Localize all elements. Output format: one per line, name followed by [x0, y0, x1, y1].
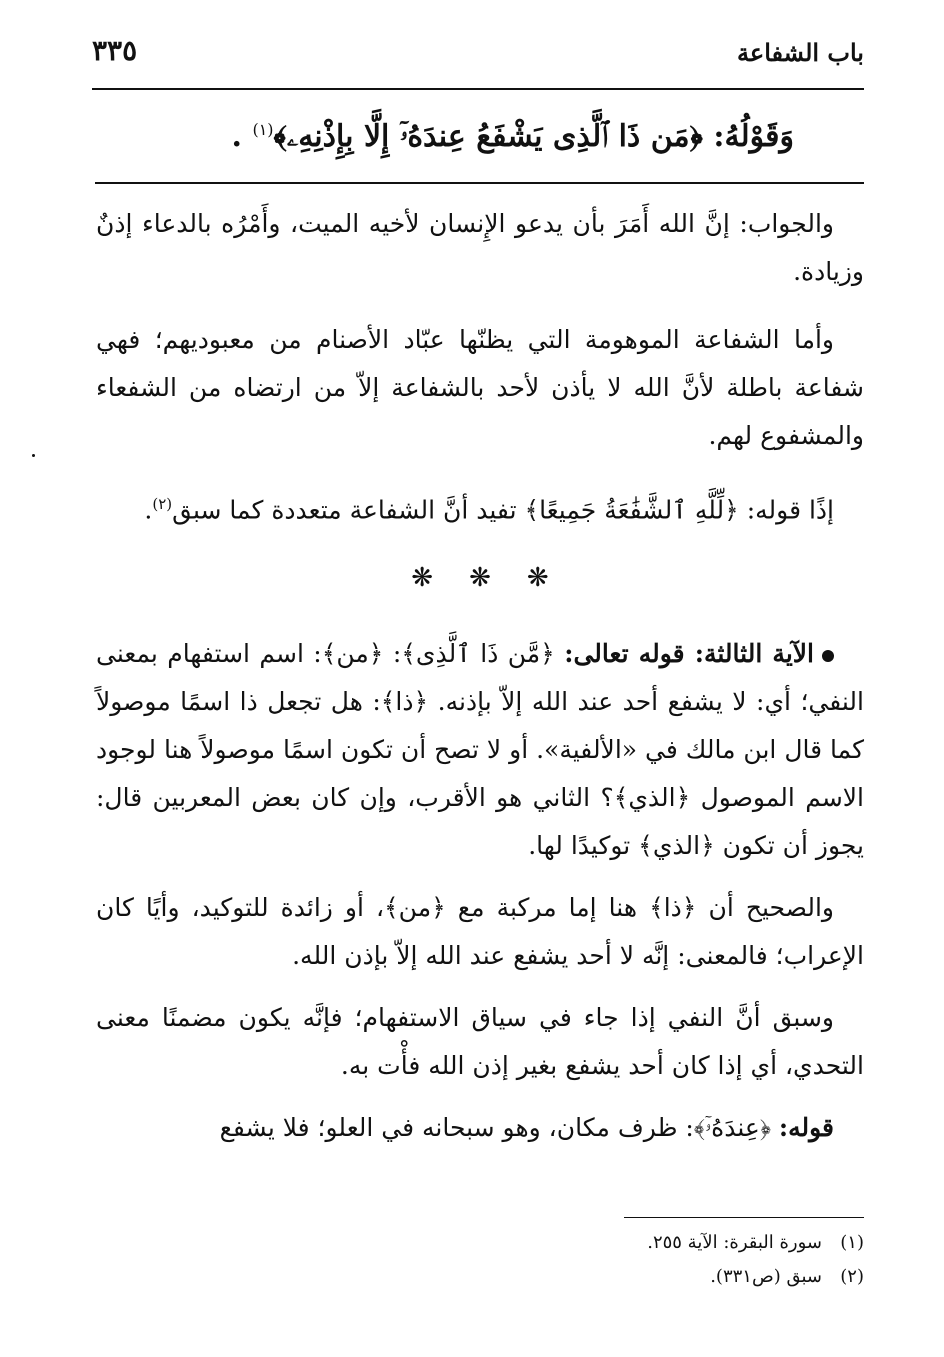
paragraph-intercession-text: إذًا قوله: ﴿لِّلَّهِ ٱلشَّفَٰعَةُ جَمِيعًا﴾ تفيد أنَّ الشفاعة متعددة كما سبق	[172, 495, 834, 525]
footnote-number: (٢)	[840, 1266, 864, 1287]
running-head	[92, 30, 864, 80]
verse-end: .	[231, 119, 242, 154]
footnote-text: سورة البقرة: الآية ٢٥٥.	[647, 1232, 822, 1253]
scan-speck	[32, 454, 35, 457]
footnote-2	[96, 1260, 864, 1294]
separator-star: ❋	[526, 563, 549, 594]
footnotes	[96, 1226, 864, 1294]
bullet-icon	[822, 650, 834, 662]
verse-rule	[95, 182, 864, 184]
page-number: ٣٣٥	[92, 34, 138, 67]
body-text	[96, 200, 864, 1172]
header-rule	[92, 88, 864, 90]
footnote-text: سبق (ص٣٣١).	[710, 1266, 822, 1287]
paragraph-intercession-types	[96, 480, 864, 534]
separator-star: ❋	[411, 563, 434, 594]
third-verse-label: الآية الثالثة: قوله تعالى:	[564, 639, 814, 669]
footnote-number: (١)	[840, 1232, 864, 1253]
indahu-text: ﴿عِندَهُۥٓ﴾: ظرف مكان، وهو سبحانه في العلو؛ فلا يشفع	[219, 1113, 771, 1143]
paragraph-false-intercession: وأما الشفاعة الموهومة التي يظنّها عبّاد الأصنام من معبوديهم؛ فهي شفاعة باطلة لأنَّ الله لا يأذن لأحد بالشفاعة إلاّ من ارتضاه من الشفعاء والمشفوع لهم.	[96, 325, 864, 450]
footnote-ref-2: (٢)	[152, 495, 173, 513]
paragraph-answer: والجواب: إنَّ الله أَمَرَ بأن يدعو الإِنسان لأخيه الميت، وأَمْرُه بالدعاء إذنٌ وزيادة.	[96, 209, 864, 286]
third-verse-text: ﴿مَّن ذَا ٱلَّذِى﴾: ﴿من﴾: اسم استفهام بمعنى النفي؛ أي: لا يشفع أحد عند الله إلاّ بإذنه. ﴿ذا﴾: هل تجعل ذا اسمًا موصولاً كما قال ابن مالك في «الألفية». أو لا تصح أن تكون اسمًا موصولاً هنا لوجود الاسم الموصول ﴿الذي﴾؟ الثاني هو الأقرب، وإن كان بعض المعربين قال: يجوز أن تكون ﴿الذي﴾ توكيدًا لها.	[96, 639, 864, 861]
paragraph-negation: وسبق أنَّ النفي إذا جاء في سياق الاستفهام؛ فإنَّه يكون مضمنًا معنى التحدي، أي إذا كان أحد يشفع بغير إذن الله فأْت به.	[96, 1003, 864, 1081]
paragraph-correct-view: والصحيح أن ﴿ذا﴾ هنا إما مركبة مع ﴿من﴾، أو زائدة للتوكيد، وأيًا كان الإعراب؛ فالمعنى: إنَّه لا أحد يشفع عند الله إلاّ بإذن الله.	[96, 893, 864, 971]
footnote-1	[96, 1226, 864, 1260]
chapter-title: باب الشفاعة	[737, 38, 864, 67]
section-separator	[96, 554, 864, 602]
paragraph-intercession-end: .	[144, 495, 153, 525]
verse-intro: وَقَوْلُهُ:	[713, 119, 794, 154]
separator-star: ❋	[469, 563, 491, 594]
paragraph-indahu	[96, 1104, 864, 1152]
indahu-label: قوله:	[778, 1113, 834, 1143]
verse-text: ﴿مَن ذَا ٱلَّذِى يَشْفَعُ عِندَهُۥٓ إِلَّا بِإِذْنِهِۦ﴾	[273, 119, 703, 154]
verse-footnote-ref: (١)	[252, 120, 274, 139]
footnote-rule	[624, 1217, 864, 1218]
verse-heading	[160, 100, 794, 167]
paragraph-third-verse	[96, 630, 864, 870]
